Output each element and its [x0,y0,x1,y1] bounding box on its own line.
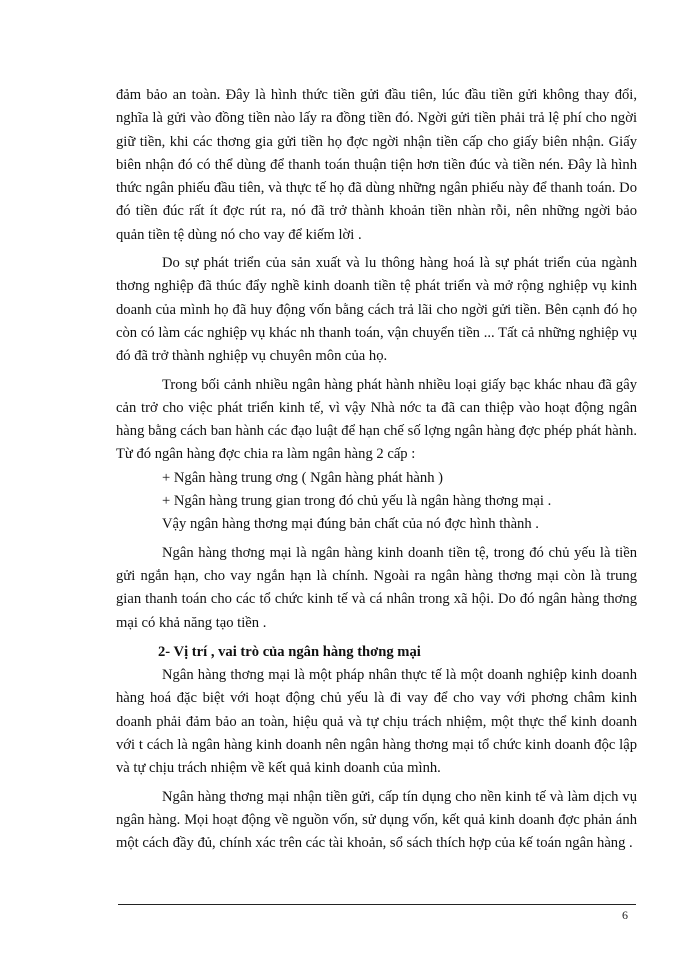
page-number: 6 [622,908,628,922]
footer-rule [118,904,636,905]
paragraph-deposit-origin: đảm bảo an toàn. Đây là hình thức tiền gửi đầu tiên, lúc đầu tiền gửi không thay đổi, nghĩa là gửi vào đồng tiền nào lấy ra đồng tiền đó. Ngời gửi tiền phải trả lệ phí cho ngời giữ tiền, khi các thơng gia gửi tiền họ đợc ngời nhận tiền cấp cho giấy biên nhận. Giấy biên nhận đó có thể dùng để thanh toán thuận tiện hơn tiền đúc và tiền nén. Đây là hình thức ngân phiếu đầu tiên, và thực tế họ đã dùng những ngân phiếu này để thanh toán. Do đó tiền đúc rất ít đợc rút ra, nó đã trở thành khoản tiền nhàn rỗi, nên những ngời bảo quản tiền tệ dùng nó cho vay để kiếm lời . [116,87,637,243]
paragraph-definition: Ngân hàng thơng mại là ngân hàng kinh doanh tiền tệ, trong đó chủ yếu là tiền gửi ngắn hạn, cho vay ngắn hạn là chính. Ngoài ra ngân hàng thơng mại còn là trung gian thanh toán cho các tổ chức kinh tế và cá nhân trong xã hội. Do đó ngân hàng thơng mại có khả năng tạo tiền . [116,544,637,631]
list-item-central-bank: + Ngân hàng trung ơng ( Ngân hàng phát hành ) [162,469,444,486]
paragraph-services: Ngân hàng thơng mại nhận tiền gửi, cấp tín dụng cho nền kinh tế và làm dịch vụ ngân hàng. Mọi hoạt động về nguồn vốn, sử dụng vốn, kết quả kinh doanh đợc phản ánh một cách đầy đủ, chính xác trên các tài khoản, sổ sách thích hợp của kế toán ngân hàng . [116,788,637,852]
paragraph-formation: Vậy ngân hàng thơng mại đúng bản chất của nó đợc hình thành . [162,516,539,533]
section-heading: 2- Vị trí , vai trò của ngân hàng thơng mại [158,643,421,660]
paragraph-two-tier-context: Trong bối cảnh nhiều ngân hàng phát hành nhiều loại giấy bạc khác nhau đã gây cản trở cho việc phát triển kinh tế, vì vậy Nhà nớc ta đã can thiệp vào hoạt động ngân hàng bằng cách ban hành các đạo luật để hạn chế số lợng ngân hàng đợc phép phát hành. Từ đó ngân hàng đợc chia ra làm ngân hàng 2 cấp : [116,376,637,463]
page-content [116,84,637,856]
paragraph-legal-entity: Ngân hàng thơng mại là một pháp nhân thực tế là một doanh nghiệp kinh doanh hàng hoá đặc biệt với hoạt động chủ yếu là đi vay để cho vay với phơng châm kinh doanh phải đảm bảo an toàn, hiệu quả và tự chịu trách nhiệm, một thực thể kinh doanh với t cách là ngân hàng kinh doanh nên ngân hàng thơng mại tổ chức kinh doanh độc lập và tự chịu trách nhiệm về kết quả kinh doanh của mình. [116,667,637,777]
paragraph-development: Do sự phát triển của sản xuất và lu thông hàng hoá là sự phát triển của ngành thơng nghiệp đã thúc đẩy nghề kinh doanh tiền tệ phát triển và mở rộng nghiệp vụ kinh doanh của mình họ đã huy động vốn bằng cách trả lãi cho ngời gửi tiền. Bên cạnh đó họ còn có làm các nghiệp vụ khác nh thanh toán, vận chuyển tiền ... Tất cả những nghiệp vụ đó đã trở thành nghiệp vụ chuyên môn của họ. [116,255,637,365]
list-item-intermediary-bank: + Ngân hàng trung gian trong đó chủ yếu là ngân hàng thơng mại . [162,493,552,510]
